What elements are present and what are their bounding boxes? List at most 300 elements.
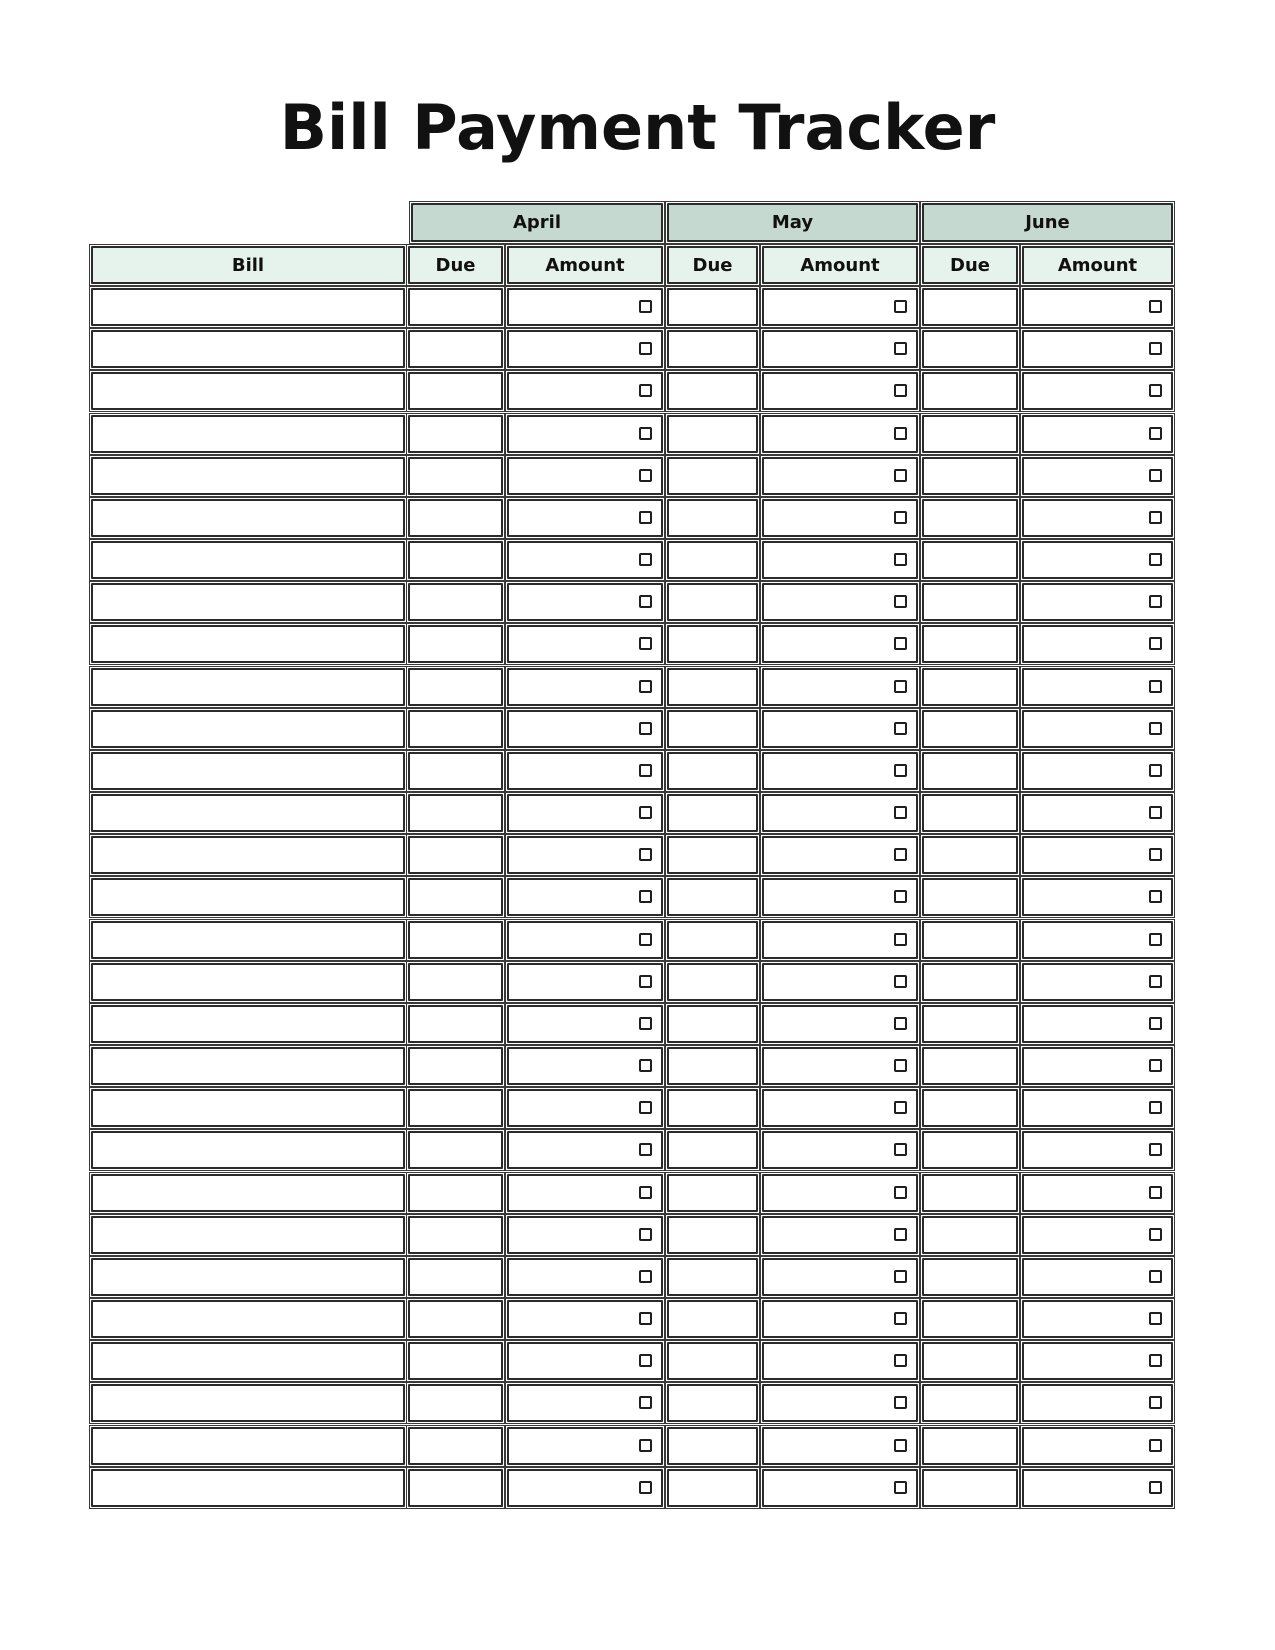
bill-name-field[interactable] — [91, 1047, 405, 1085]
may-due-field[interactable] — [667, 457, 758, 495]
june-due-field[interactable] — [922, 541, 1018, 579]
april-due-field[interactable] — [408, 499, 503, 537]
may-due-field[interactable] — [667, 372, 758, 410]
april-due-field[interactable] — [408, 878, 503, 916]
april-amount-field[interactable] — [507, 1427, 663, 1465]
june-amount-field[interactable] — [1022, 963, 1173, 1001]
paid-checkbox[interactable] — [639, 384, 652, 397]
paid-checkbox[interactable] — [894, 1354, 907, 1367]
may-amount-field[interactable] — [762, 1131, 918, 1169]
april-amount-field[interactable] — [507, 878, 663, 916]
april-due-field[interactable] — [408, 288, 503, 326]
bill-name-field[interactable] — [91, 541, 405, 579]
may-due-field[interactable] — [667, 1427, 758, 1465]
may-amount-field[interactable] — [762, 330, 918, 368]
june-due-field[interactable] — [922, 415, 1018, 453]
april-amount-field[interactable] — [507, 1089, 663, 1127]
june-due-field[interactable] — [922, 1300, 1018, 1338]
paid-checkbox[interactable] — [1149, 427, 1162, 440]
june-due-field[interactable] — [922, 752, 1018, 790]
april-amount-field[interactable] — [507, 1131, 663, 1169]
bill-name-field[interactable] — [91, 457, 405, 495]
paid-checkbox[interactable] — [639, 1143, 652, 1156]
may-due-field[interactable] — [667, 625, 758, 663]
may-amount-field[interactable] — [762, 1258, 918, 1296]
paid-checkbox[interactable] — [1149, 469, 1162, 482]
bill-name-field[interactable] — [91, 583, 405, 621]
june-amount-field[interactable] — [1022, 1342, 1173, 1380]
april-due-field[interactable] — [408, 1216, 503, 1254]
bill-name-field[interactable] — [91, 288, 405, 326]
paid-checkbox[interactable] — [894, 427, 907, 440]
may-amount-field[interactable] — [762, 1174, 918, 1212]
may-amount-field[interactable] — [762, 415, 918, 453]
may-amount-field[interactable] — [762, 921, 918, 959]
april-due-field[interactable] — [408, 1469, 503, 1507]
june-due-field[interactable] — [922, 963, 1018, 1001]
may-amount-field[interactable] — [762, 1427, 918, 1465]
bill-name-field[interactable] — [91, 752, 405, 790]
april-due-field[interactable] — [408, 921, 503, 959]
paid-checkbox[interactable] — [894, 1396, 907, 1409]
may-due-field[interactable] — [667, 1131, 758, 1169]
april-due-field[interactable] — [408, 1427, 503, 1465]
may-amount-field[interactable] — [762, 457, 918, 495]
paid-checkbox[interactable] — [894, 384, 907, 397]
june-amount-field[interactable] — [1022, 1047, 1173, 1085]
paid-checkbox[interactable] — [1149, 1228, 1162, 1241]
paid-checkbox[interactable] — [1149, 1396, 1162, 1409]
june-due-field[interactable] — [922, 1216, 1018, 1254]
paid-checkbox[interactable] — [894, 1143, 907, 1156]
may-due-field[interactable] — [667, 1300, 758, 1338]
month-header-april: April — [411, 203, 663, 242]
april-amount-field[interactable] — [507, 288, 663, 326]
may-amount-field[interactable] — [762, 752, 918, 790]
paid-checkbox[interactable] — [1149, 1481, 1162, 1494]
paid-checkbox[interactable] — [894, 1059, 907, 1072]
april-amount-field[interactable] — [507, 1342, 663, 1380]
paid-checkbox[interactable] — [639, 1312, 652, 1325]
june-amount-field[interactable] — [1022, 1131, 1173, 1169]
paid-checkbox[interactable] — [1149, 933, 1162, 946]
month-header-may: May — [667, 203, 918, 242]
paid-checkbox[interactable] — [1149, 1101, 1162, 1114]
paid-checkbox[interactable] — [1149, 975, 1162, 988]
june-amount-field[interactable] — [1022, 1216, 1173, 1254]
may-amount-field[interactable] — [762, 878, 918, 916]
bill-name-field[interactable] — [91, 625, 405, 663]
may-amount-field[interactable] — [762, 541, 918, 579]
may-amount-field[interactable] — [762, 1005, 918, 1043]
april-amount-field[interactable] — [507, 499, 663, 537]
paid-checkbox[interactable] — [894, 511, 907, 524]
bill-name-field[interactable] — [91, 668, 405, 706]
june-due-field[interactable] — [922, 1174, 1018, 1212]
column-header-bill: Bill — [91, 246, 405, 284]
paid-checkbox[interactable] — [639, 1186, 652, 1199]
may-amount-field[interactable] — [762, 1469, 918, 1507]
june-due-field[interactable] — [922, 1258, 1018, 1296]
paid-checkbox[interactable] — [1149, 1143, 1162, 1156]
may-amount-field[interactable] — [762, 710, 918, 748]
may-due-field[interactable] — [667, 1005, 758, 1043]
paid-checkbox[interactable] — [894, 890, 907, 903]
paid-checkbox[interactable] — [894, 1439, 907, 1452]
paid-checkbox[interactable] — [1149, 680, 1162, 693]
april-amount-field[interactable] — [507, 752, 663, 790]
may-amount-field[interactable] — [762, 1300, 918, 1338]
april-amount-field[interactable] — [507, 583, 663, 621]
june-due-field[interactable] — [922, 668, 1018, 706]
april-amount-field[interactable] — [507, 710, 663, 748]
bill-name-field[interactable] — [91, 878, 405, 916]
june-amount-field[interactable] — [1022, 1384, 1173, 1422]
april-due-field[interactable] — [408, 541, 503, 579]
april-amount-field[interactable] — [507, 1469, 663, 1507]
may-due-field[interactable] — [667, 794, 758, 832]
bill-name-field[interactable] — [91, 921, 405, 959]
june-amount-field[interactable] — [1022, 1300, 1173, 1338]
may-due-field[interactable] — [667, 583, 758, 621]
june-due-field[interactable] — [922, 794, 1018, 832]
june-due-field[interactable] — [922, 625, 1018, 663]
april-amount-field[interactable] — [507, 836, 663, 874]
paid-checkbox[interactable] — [1149, 1017, 1162, 1030]
june-due-field[interactable] — [922, 878, 1018, 916]
paid-checkbox[interactable] — [639, 1396, 652, 1409]
bill-name-field[interactable] — [91, 1258, 405, 1296]
april-due-field[interactable] — [408, 752, 503, 790]
paid-checkbox[interactable] — [639, 975, 652, 988]
paid-checkbox[interactable] — [639, 342, 652, 355]
column-header-june-due: Due — [922, 246, 1018, 284]
june-amount-field[interactable] — [1022, 752, 1173, 790]
bill-name-field[interactable] — [91, 1174, 405, 1212]
paid-checkbox[interactable] — [639, 890, 652, 903]
april-due-field[interactable] — [408, 1047, 503, 1085]
june-due-field[interactable] — [922, 499, 1018, 537]
paid-checkbox[interactable] — [1149, 1059, 1162, 1072]
june-due-field[interactable] — [922, 1005, 1018, 1043]
paid-checkbox[interactable] — [1149, 1439, 1162, 1452]
april-amount-field[interactable] — [507, 921, 663, 959]
june-amount-field[interactable] — [1022, 499, 1173, 537]
paid-checkbox[interactable] — [894, 1186, 907, 1199]
paid-checkbox[interactable] — [639, 848, 652, 861]
april-due-field[interactable] — [408, 836, 503, 874]
may-amount-field[interactable] — [762, 1089, 918, 1127]
paid-checkbox[interactable] — [1149, 890, 1162, 903]
june-amount-field[interactable] — [1022, 583, 1173, 621]
april-amount-field[interactable] — [507, 963, 663, 1001]
bill-name-field[interactable] — [91, 1089, 405, 1127]
paid-checkbox[interactable] — [1149, 806, 1162, 819]
june-amount-field[interactable] — [1022, 836, 1173, 874]
june-due-field[interactable] — [922, 372, 1018, 410]
may-amount-field[interactable] — [762, 668, 918, 706]
paid-checkbox[interactable] — [1149, 595, 1162, 608]
april-amount-field[interactable] — [507, 1174, 663, 1212]
june-amount-field[interactable] — [1022, 878, 1173, 916]
june-due-field[interactable] — [922, 1469, 1018, 1507]
april-due-field[interactable] — [408, 457, 503, 495]
june-due-field[interactable] — [922, 288, 1018, 326]
may-amount-field[interactable] — [762, 499, 918, 537]
may-due-field[interactable] — [667, 288, 758, 326]
paid-checkbox[interactable] — [639, 1017, 652, 1030]
may-amount-field[interactable] — [762, 1384, 918, 1422]
june-amount-field[interactable] — [1022, 1258, 1173, 1296]
paid-checkbox[interactable] — [1149, 300, 1162, 313]
june-due-field[interactable] — [922, 1089, 1018, 1127]
april-due-field[interactable] — [408, 583, 503, 621]
june-amount-field[interactable] — [1022, 1427, 1173, 1465]
column-header-june-amount: Amount — [1022, 246, 1173, 284]
april-due-field[interactable] — [408, 794, 503, 832]
june-amount-field[interactable] — [1022, 288, 1173, 326]
paid-checkbox[interactable] — [639, 427, 652, 440]
paid-checkbox[interactable] — [639, 553, 652, 566]
bill-name-field[interactable] — [91, 1216, 405, 1254]
june-amount-field[interactable] — [1022, 415, 1173, 453]
bill-name-field[interactable] — [91, 836, 405, 874]
may-due-field[interactable] — [667, 1342, 758, 1380]
paid-checkbox[interactable] — [894, 300, 907, 313]
may-amount-field[interactable] — [762, 1216, 918, 1254]
april-due-field[interactable] — [408, 330, 503, 368]
may-amount-field[interactable] — [762, 794, 918, 832]
paid-checkbox[interactable] — [1149, 342, 1162, 355]
paid-checkbox[interactable] — [639, 722, 652, 735]
paid-checkbox[interactable] — [894, 1101, 907, 1114]
bill-name-field[interactable] — [91, 1300, 405, 1338]
paid-checkbox[interactable] — [894, 1017, 907, 1030]
april-due-field[interactable] — [408, 625, 503, 663]
may-due-field[interactable] — [667, 330, 758, 368]
bill-name-field[interactable] — [91, 330, 405, 368]
paid-checkbox[interactable] — [894, 1312, 907, 1325]
bill-name-field[interactable] — [91, 1384, 405, 1422]
bill-name-field[interactable] — [91, 1427, 405, 1465]
june-due-field[interactable] — [922, 1342, 1018, 1380]
paid-checkbox[interactable] — [639, 469, 652, 482]
april-due-field[interactable] — [408, 1300, 503, 1338]
paid-checkbox[interactable] — [1149, 553, 1162, 566]
paid-checkbox[interactable] — [894, 933, 907, 946]
may-due-field[interactable] — [667, 541, 758, 579]
paid-checkbox[interactable] — [894, 637, 907, 650]
april-amount-field[interactable] — [507, 1005, 663, 1043]
paid-checkbox[interactable] — [639, 806, 652, 819]
april-amount-field[interactable] — [507, 1384, 663, 1422]
paid-checkbox[interactable] — [639, 1101, 652, 1114]
may-amount-field[interactable] — [762, 1342, 918, 1380]
may-due-field[interactable] — [667, 1216, 758, 1254]
paid-checkbox[interactable] — [894, 342, 907, 355]
paid-checkbox[interactable] — [639, 1059, 652, 1072]
bill-name-field[interactable] — [91, 710, 405, 748]
may-amount-field[interactable] — [762, 372, 918, 410]
april-due-field[interactable] — [408, 1174, 503, 1212]
paid-checkbox[interactable] — [894, 806, 907, 819]
june-due-field[interactable] — [922, 457, 1018, 495]
column-header-may-due: Due — [667, 246, 758, 284]
may-due-field[interactable] — [667, 1047, 758, 1085]
may-due-field[interactable] — [667, 1258, 758, 1296]
june-amount-field[interactable] — [1022, 1089, 1173, 1127]
june-due-field[interactable] — [922, 583, 1018, 621]
bill-name-field[interactable] — [91, 372, 405, 410]
paid-checkbox[interactable] — [1149, 1186, 1162, 1199]
june-amount-field[interactable] — [1022, 668, 1173, 706]
bill-name-field[interactable] — [91, 794, 405, 832]
paid-checkbox[interactable] — [639, 1481, 652, 1494]
may-amount-field[interactable] — [762, 836, 918, 874]
may-due-field[interactable] — [667, 1384, 758, 1422]
june-amount-field[interactable] — [1022, 457, 1173, 495]
april-due-field[interactable] — [408, 1258, 503, 1296]
paid-checkbox[interactable] — [894, 764, 907, 777]
april-amount-field[interactable] — [507, 457, 663, 495]
april-due-field[interactable] — [408, 1089, 503, 1127]
april-amount-field[interactable] — [507, 794, 663, 832]
paid-checkbox[interactable] — [1149, 384, 1162, 397]
paid-checkbox[interactable] — [894, 722, 907, 735]
june-amount-field[interactable] — [1022, 625, 1173, 663]
april-due-field[interactable] — [408, 1005, 503, 1043]
paid-checkbox[interactable] — [639, 1439, 652, 1452]
paid-checkbox[interactable] — [1149, 1354, 1162, 1367]
april-amount-field[interactable] — [507, 1216, 663, 1254]
may-amount-field[interactable] — [762, 288, 918, 326]
paid-checkbox[interactable] — [1149, 1312, 1162, 1325]
april-due-field[interactable] — [408, 710, 503, 748]
june-amount-field[interactable] — [1022, 1174, 1173, 1212]
june-due-field[interactable] — [922, 1131, 1018, 1169]
bill-name-field[interactable] — [91, 1131, 405, 1169]
paid-checkbox[interactable] — [639, 1228, 652, 1241]
april-amount-field[interactable] — [507, 1300, 663, 1338]
june-due-field[interactable] — [922, 836, 1018, 874]
may-due-field[interactable] — [667, 668, 758, 706]
column-header-april-amount: Amount — [507, 246, 663, 284]
may-amount-field[interactable] — [762, 625, 918, 663]
may-amount-field[interactable] — [762, 583, 918, 621]
april-amount-field[interactable] — [507, 372, 663, 410]
june-amount-field[interactable] — [1022, 1005, 1173, 1043]
may-due-field[interactable] — [667, 963, 758, 1001]
april-due-field[interactable] — [408, 1384, 503, 1422]
paid-checkbox[interactable] — [639, 511, 652, 524]
paid-checkbox[interactable] — [894, 1481, 907, 1494]
june-due-field[interactable] — [922, 1427, 1018, 1465]
paid-checkbox[interactable] — [894, 975, 907, 988]
june-due-field[interactable] — [922, 330, 1018, 368]
paid-checkbox[interactable] — [639, 595, 652, 608]
paid-checkbox[interactable] — [894, 553, 907, 566]
bill-name-field[interactable] — [91, 1342, 405, 1380]
may-amount-field[interactable] — [762, 963, 918, 1001]
april-due-field[interactable] — [408, 1342, 503, 1380]
may-due-field[interactable] — [667, 1174, 758, 1212]
may-due-field[interactable] — [667, 710, 758, 748]
june-amount-field[interactable] — [1022, 794, 1173, 832]
month-header-june: June — [922, 203, 1173, 242]
april-amount-field[interactable] — [507, 625, 663, 663]
april-amount-field[interactable] — [507, 541, 663, 579]
april-amount-field[interactable] — [507, 1258, 663, 1296]
may-due-field[interactable] — [667, 415, 758, 453]
april-due-field[interactable] — [408, 963, 503, 1001]
paid-checkbox[interactable] — [1149, 722, 1162, 735]
june-amount-field[interactable] — [1022, 372, 1173, 410]
may-due-field[interactable] — [667, 752, 758, 790]
paid-checkbox[interactable] — [639, 1354, 652, 1367]
april-amount-field[interactable] — [507, 330, 663, 368]
bill-name-field[interactable] — [91, 963, 405, 1001]
paid-checkbox[interactable] — [894, 680, 907, 693]
paid-checkbox[interactable] — [894, 1270, 907, 1283]
april-due-field[interactable] — [408, 1131, 503, 1169]
paid-checkbox[interactable] — [1149, 637, 1162, 650]
april-amount-field[interactable] — [507, 1047, 663, 1085]
paid-checkbox[interactable] — [1149, 848, 1162, 861]
paid-checkbox[interactable] — [894, 595, 907, 608]
june-amount-field[interactable] — [1022, 710, 1173, 748]
june-amount-field[interactable] — [1022, 541, 1173, 579]
may-due-field[interactable] — [667, 499, 758, 537]
paid-checkbox[interactable] — [639, 764, 652, 777]
paid-checkbox[interactable] — [894, 469, 907, 482]
june-due-field[interactable] — [922, 1047, 1018, 1085]
paid-checkbox[interactable] — [639, 637, 652, 650]
column-header-april-due: Due — [408, 246, 503, 284]
may-due-field[interactable] — [667, 1469, 758, 1507]
paid-checkbox[interactable] — [894, 1228, 907, 1241]
june-amount-field[interactable] — [1022, 921, 1173, 959]
column-header-may-amount: Amount — [762, 246, 918, 284]
paid-checkbox[interactable] — [639, 933, 652, 946]
paid-checkbox[interactable] — [639, 300, 652, 313]
may-due-field[interactable] — [667, 878, 758, 916]
paid-checkbox[interactable] — [1149, 1270, 1162, 1283]
june-due-field[interactable] — [922, 710, 1018, 748]
paid-checkbox[interactable] — [639, 1270, 652, 1283]
june-amount-field[interactable] — [1022, 330, 1173, 368]
april-amount-field[interactable] — [507, 415, 663, 453]
bill-name-field[interactable] — [91, 1005, 405, 1043]
may-due-field[interactable] — [667, 1089, 758, 1127]
bill-name-field[interactable] — [91, 1469, 405, 1507]
paid-checkbox[interactable] — [894, 848, 907, 861]
april-due-field[interactable] — [408, 372, 503, 410]
june-due-field[interactable] — [922, 1384, 1018, 1422]
may-amount-field[interactable] — [762, 1047, 918, 1085]
paid-checkbox[interactable] — [1149, 764, 1162, 777]
april-due-field[interactable] — [408, 415, 503, 453]
bill-name-field[interactable] — [91, 415, 405, 453]
paid-checkbox[interactable] — [639, 680, 652, 693]
may-due-field[interactable] — [667, 921, 758, 959]
may-due-field[interactable] — [667, 836, 758, 874]
april-due-field[interactable] — [408, 668, 503, 706]
paid-checkbox[interactable] — [1149, 511, 1162, 524]
bill-name-field[interactable] — [91, 499, 405, 537]
april-amount-field[interactable] — [507, 668, 663, 706]
june-amount-field[interactable] — [1022, 1469, 1173, 1507]
june-due-field[interactable] — [922, 921, 1018, 959]
